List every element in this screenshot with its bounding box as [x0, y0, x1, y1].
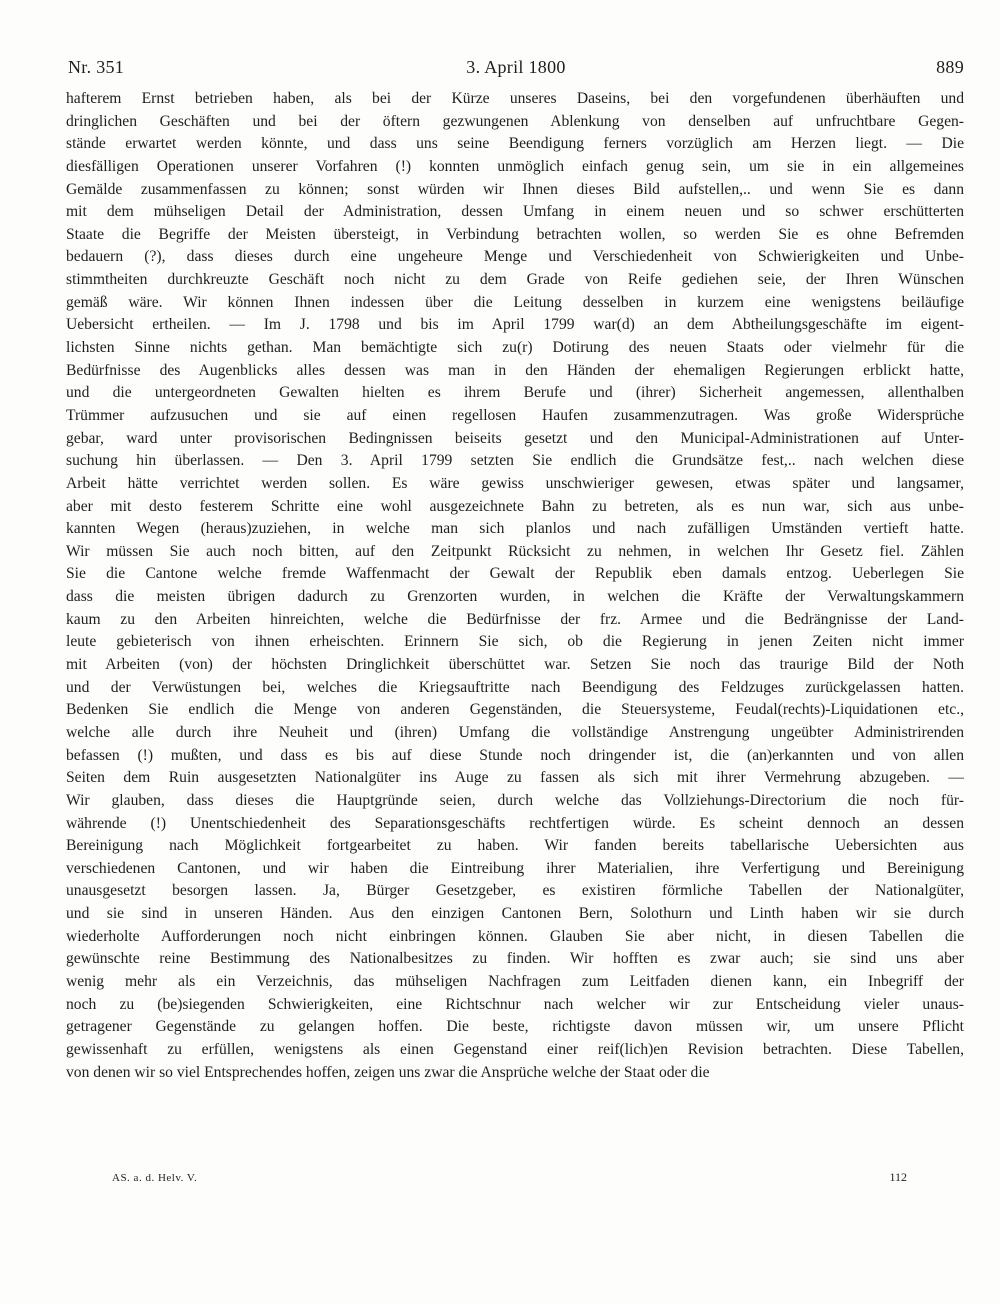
text-line: Seiten dem Ruin ausgesetzten Nationalgüter ins Auge zu fassen als sich mit ihrer Vermehrung abzugeben. —	[66, 769, 964, 787]
text-line: Bedürfnisse des Augenblicks alles dessen was man in den Händen der ehemaligen Regierungen erblickt hatte,	[66, 361, 964, 379]
text-line: verschiedenen Cantonen, und wir haben die Eintreibung ihrer Materialien, ihre Verfertigung und Bereinigung	[66, 859, 964, 877]
text-line: unausgesetzt besorgen lassen. Ja, Bürger Gesetzgeber, es existiren förmliche Tabellen der Nationalgüter,	[66, 882, 964, 900]
text-line: Uebersicht ertheilen. — Im J. 1798 und bis im April 1799 war(d) an dem Abtheilungsgeschäfte im eigent-	[66, 316, 964, 334]
page-footer	[112, 1170, 907, 1190]
text-line: getragener Gegenstände zu gelangen hoffen. Die beste, richtigste davon müssen wir, um unsere Pflicht	[66, 1018, 964, 1036]
text-line: währende (!) Unentschiedenheit des Separationsgeschäfts rechtfertigen würde. Es scheint dennoch an dessen	[66, 814, 964, 832]
text-line: und sie sind in unseren Händen. Aus den einzigen Cantonen Bern, Solothurn und Linth haben wir sie durch	[66, 905, 964, 923]
text-line: gewissenhaft zu erfüllen, wenigstens als einen Gegenstand einer reif(lich)en Revision betrachten. Diese Tabellen,	[66, 1040, 964, 1058]
text-line: suchung hin überlassen. — Den 3. April 1799 setzten Sie endlich die Grundsätze fest,.. nach welchen diese	[66, 452, 964, 470]
text-line: Bedenken Sie endlich die Menge von anderen Gegenständen, die Steuersysteme, Feudal(rechts)-Liquidationen etc.,	[66, 701, 964, 719]
text-line: aber mit desto festerem Schritte eine wohl ausgezeichnete Bahn zu betreten, als es nun war, sich aus unbe-	[66, 497, 964, 515]
text-line: wiederholte Aufforderungen noch nicht einbringen können. Glauben Sie aber nicht, in diesen Tabellen die	[66, 927, 964, 945]
text-line: dringlichen Geschäften und bei der öftern gezwungenen Ablenkung von denselben auf unfruchtbare Gegen-	[66, 112, 964, 130]
text-line: Bereinigung nach Möglichkeit fortgearbeitet zu haben. Wir fanden bereits tabellarische Uebersichten aus	[66, 837, 964, 855]
text-line: Arbeit hätte verrichtet werden sollen. Es wäre gewiss unschwieriger gewesen, etwas später und langsamer,	[66, 474, 964, 492]
footer-source: AS. a. d. Helv. V.	[112, 1172, 198, 1184]
body-text	[66, 88, 964, 1084]
text-line: Gemälde zusammenfassen zu können; sonst würden wir Ihnen dieses Bild aufstellen,.. und wenn Sie es dann	[66, 180, 964, 198]
text-line: und der Verwüstungen bei, welches die Kriegsauftritte nach Beendigung des Feldzuges zurückgelassen hatten.	[66, 678, 964, 696]
text-line: bedauern (?), dass dieses durch eine ungeheure Menge und Verschiedenheit von Schwierigkeiten und Unbe-	[66, 248, 964, 266]
text-line: mit Arbeiten (von) der höchsten Dringlichkeit überschüttet war. Setzen Sie noch das traurige Bild der Noth	[66, 656, 964, 674]
text-line: diesfälligen Operationen unserer Vorfahren (!) konnten unmöglich einfach genug sein, um sie in ein allgemeines	[66, 157, 964, 175]
page-number: 889	[936, 57, 964, 77]
text-line: mit dem mühseligen Detail der Administration, dessen Umfang in einem neuen und so schwer erschütterten	[66, 203, 964, 221]
text-line: Wir müssen Sie auch noch bitten, auf den Zeitpunkt Rücksicht zu nehmen, in welchen Ihr Gesetz fiel. Zählen	[66, 542, 964, 560]
text-line: befassen (!) mußten, und dass es bis auf diese Stunde noch dringender ist, die (an)erkannten und von allen	[66, 746, 964, 764]
document-number: Nr. 351	[68, 57, 125, 77]
text-line: kaum zu den Arbeiten hinreichten, welche die Bedürfnisse der frz. Armee und die Bedrängnisse der Land-	[66, 610, 964, 628]
text-line: leute gebieterisch von ihnen erheischten. Erinnern Sie sich, ob die Regierung in jenen Zeiten nicht immer	[66, 633, 964, 651]
text-line: stimmtheiten durchkreuzte Geschäft noch nicht zu dem Grade von Reife gediehen seie, der Ihren Wünschen	[66, 271, 964, 289]
sheet-number: 112	[889, 1170, 907, 1184]
page-header	[68, 57, 964, 83]
text-line: lichsten Sinne nichts gethan. Man bemächtigte sich zu(r) Dotirung des neuen Staats oder vielmehr für die	[66, 339, 964, 357]
text-line: gemäß wäre. Wir können Ihnen indessen über die Leitung desselben in kurzem eine wenigstens beiläufige	[66, 293, 964, 311]
text-line: gewünschte reine Bestimmung des Nationalbesitzes zu finden. Wir hofften es zwar auch; sie sind uns aber	[66, 950, 964, 968]
text-line: hafterem Ernst betrieben haben, als bei der Kürze unseres Daseins, bei den vorgefundenen überhäuften und	[66, 90, 964, 107]
text-line: gebar, ward unter provisorischen Bedingnissen beiseits gesetzt und den Municipal-Administrationen auf Unter-	[66, 429, 964, 447]
text-line: und die untergeordneten Gewalten hielten es ihrem Berufe und (ihrer) Sicherheit angemessen, allenthalben	[66, 384, 964, 402]
text-line: noch zu (be)siegenden Schwierigkeiten, eine Richtschnur nach welcher wir zur Entscheidung vieler unaus-	[66, 995, 964, 1013]
text-line: Staate die Begriffe der Meisten übersteigt, in Verbindung betrachten wollen, so werden Sie es ohne Befremden	[66, 225, 964, 243]
text-line: Wir glauben, dass dieses die Hauptgründe seien, durch welche das Vollziehungs-Directorium die noch für-	[66, 791, 964, 809]
text-line: kannten Wegen (heraus)zuziehen, in welche man sich planlos und nach zufälligen Umständen vertieft hatte.	[66, 520, 964, 538]
text-line: welche alle durch ihre Neuheit und (ihren) Umfang die vollständige Anstrengung ungeübter Administrirenden	[66, 723, 964, 741]
text-line: von denen wir so viel Entsprechendes hoffen, zeigen uns zwar die Ansprüche welche der Staat oder die	[66, 1063, 710, 1081]
document-date: 3. April 1800	[466, 57, 566, 77]
text-line: stände erwartet werden könnte, und dass uns seine Beendigung ferners vorzüglich am Herzen liegt. — Die	[66, 135, 964, 153]
text-line: wenig mehr als ein Verzeichnis, das mühseligen Nachfragen zum Leitfaden dienen kann, ein Inbegriff der	[66, 972, 964, 990]
text-line: Trümmer aufzusuchen und sie auf einen regellosen Haufen zusammenzutragen. Was große Widersprüche	[66, 406, 964, 424]
text-line: Sie die Cantone welche fremde Waffenmacht der Gewalt der Republik eben damals entzog. Ueberlegen Sie	[66, 565, 964, 583]
text-line: dass die meisten übrigen dadurch zu Grenzorten wurden, in welchen die Kräfte der Verwaltungskammern	[66, 588, 964, 606]
